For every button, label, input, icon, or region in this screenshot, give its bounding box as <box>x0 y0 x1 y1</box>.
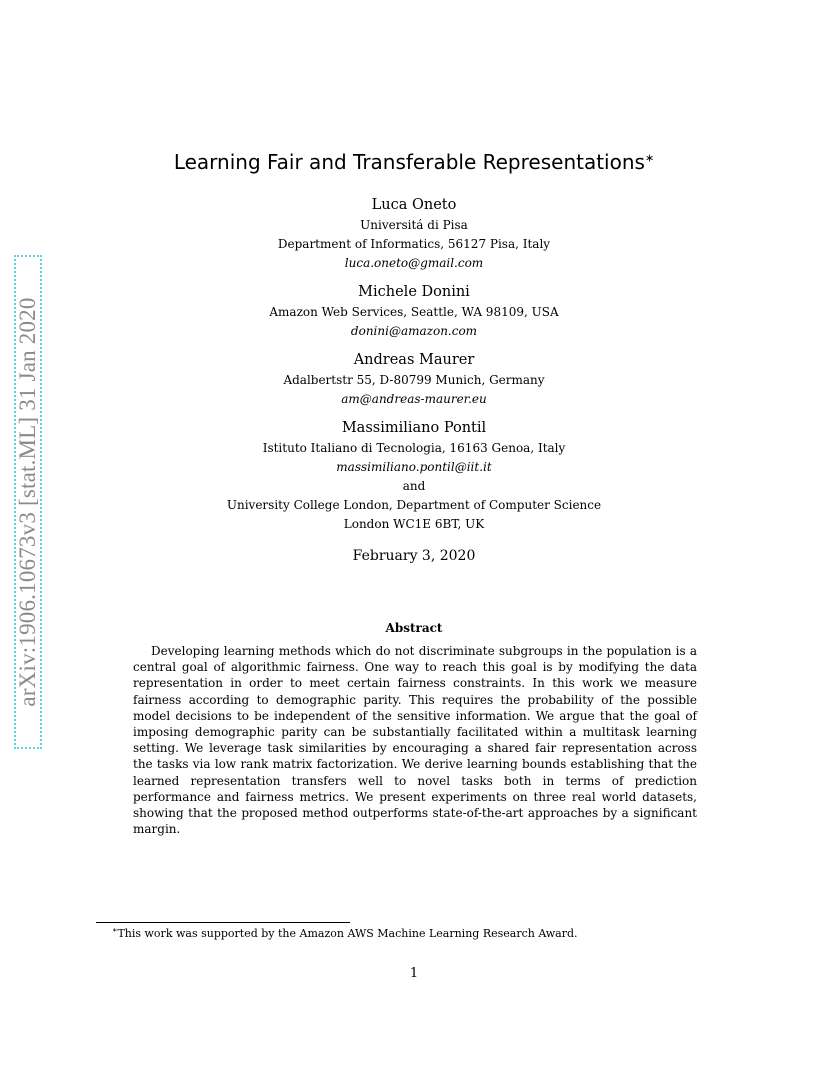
author-affiliation: Universitá di Pisa <box>360 218 468 232</box>
paper-title-text: Learning Fair and Transferable Representations <box>173 150 645 174</box>
author-affiliation: University College London, Department of Computer Science <box>226 498 602 512</box>
footnote-mark: ∗ <box>112 925 118 935</box>
paper-title <box>0 150 828 174</box>
author-email: donini@amazon.com <box>350 324 478 338</box>
affiliation-conjunction: and <box>402 479 426 493</box>
abstract-text: Developing learning methods which do not discriminate subgroups in the population is a central goal of algorithmic fairness. One way to reach this goal is by modifying the data representation in order to meet certain fairness constraints. In this work we measure fairness according to demographic parity. This requires the probability of the possible model decisions to be independent of the sensitive information. We argue that the goal of imposing demographic parity can be substantially facilitated within a multitask learning setting. We leverage task similarities by encouraging a shared fair representation across the tasks via low rank matrix factorization. We derive learning bounds establishing that the learned representation transfers well to novel tasks both in terms of prediction performance and fairness metrics. We present experiments on three real world datasets, showing that the proposed method outperforms state-of-the-art approaches by a significant margin. <box>133 644 697 837</box>
abstract-heading: Abstract <box>385 621 443 635</box>
footnote-text: This work was supported by the Amazon AWS Machine Learning Research Award. <box>117 927 578 940</box>
author-affiliation: Department of Informatics, 56127 Pisa, Italy <box>277 237 551 251</box>
footnote-rule <box>96 922 350 923</box>
author-email: luca.oneto@gmail.com <box>344 256 484 270</box>
arxiv-identifier: arXiv:1906.10673v3 [stat.ML] 31 Jan 2020 <box>15 297 40 707</box>
page-number: 1 <box>409 966 419 981</box>
author-affiliation: London WC1E 6BT, UK <box>343 517 485 531</box>
author-affiliation: Amazon Web Services, Seattle, WA 98109, USA <box>269 305 559 319</box>
author-email: massimiliano.pontil@iit.it <box>336 460 492 474</box>
author-affiliation: Adalbertstr 55, D-80799 Munich, Germany <box>283 373 545 387</box>
author-name: Michele Donini <box>358 284 470 300</box>
author-email: am@andreas-maurer.eu <box>341 392 487 406</box>
author-name: Andreas Maurer <box>353 352 475 368</box>
author-name: Luca Oneto <box>371 197 457 213</box>
paper-date: February 3, 2020 <box>352 548 476 564</box>
author-affiliation: Istituto Italiano di Tecnologia, 16163 Genoa, Italy <box>262 441 566 455</box>
title-footnote-mark: ∗ <box>644 151 655 165</box>
footnote <box>112 927 578 940</box>
author-name: Massimiliano Pontil <box>341 420 487 436</box>
